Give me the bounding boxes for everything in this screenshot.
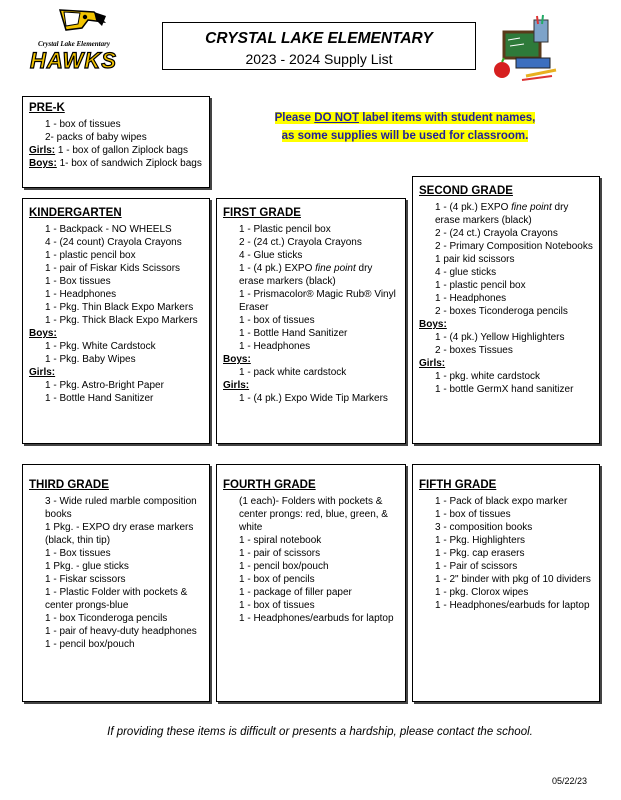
- supply-text: 4 - Glue sticks: [239, 250, 303, 261]
- supply-text: 1 - Headphones/earbuds for laptop: [239, 613, 394, 624]
- supply-item: [29, 118, 203, 131]
- supply-item: [419, 240, 593, 253]
- supply-text: 1 - bottle GermX hand sanitizer: [435, 384, 574, 395]
- supply-item: [29, 288, 203, 301]
- grade-heading: FIRST GRADE: [223, 207, 301, 219]
- supply-item: [419, 253, 593, 266]
- supply-text: 1 - pencil box/pouch: [45, 639, 135, 650]
- group-label: Boys:: [223, 354, 251, 365]
- grade-heading: FIFTH GRADE: [419, 479, 497, 491]
- supply-text: 1 - Headphones: [45, 289, 117, 300]
- supply-item: [29, 573, 203, 586]
- supply-item: [29, 495, 203, 521]
- supply-item: [29, 340, 203, 353]
- supply-text: 1 - Plastic pencil box: [239, 224, 331, 235]
- supply-text: 1 - pack white cardstock: [239, 367, 347, 378]
- supply-text: 1 - box of tissues: [239, 600, 315, 611]
- supply-text: 1 - (4 pk.) Expo Wide Tip Markers: [239, 393, 388, 404]
- supply-text: 2 - boxes Tissues: [435, 345, 513, 356]
- supply-emphasis: fine point: [315, 263, 356, 274]
- supply-item: [29, 249, 203, 262]
- supply-item: [419, 547, 593, 560]
- group-label: Boys:: [29, 328, 57, 339]
- kindergarten-box: [22, 198, 210, 444]
- supply-item: [419, 370, 593, 383]
- supply-item: [223, 547, 399, 560]
- supply-text: 1 - box of pencils: [239, 574, 315, 585]
- supply-item: [419, 508, 593, 521]
- supply-item: [223, 262, 399, 288]
- supply-text: 1 - Plastic Folder with pockets & center prongs-blue: [45, 587, 188, 611]
- list-title: 2023 - 2024 Supply List: [245, 51, 393, 67]
- supply-item: [223, 249, 399, 262]
- supply-text: 1 - box Ticonderoga pencils: [45, 613, 168, 624]
- supply-item: [29, 521, 203, 547]
- supply-item: [29, 223, 203, 236]
- supply-item: [29, 157, 203, 170]
- supply-item: [419, 201, 593, 227]
- revision-date: 05/22/23: [552, 776, 588, 786]
- supply-text: 1 - plastic pencil box: [435, 280, 526, 291]
- supply-item: [29, 379, 203, 392]
- supply-text: 3 - composition books: [435, 522, 533, 533]
- logo-name: HAWKS: [30, 48, 117, 73]
- supply-item: [419, 599, 593, 612]
- group-label: Girls:: [29, 367, 56, 378]
- supply-text: 1 - Pkg. White Cardstock: [45, 341, 156, 352]
- supply-text-cont: dry erase markers (black): [435, 202, 569, 226]
- supply-text: 1 - pencil box/pouch: [239, 561, 329, 572]
- supply-item: [419, 227, 593, 240]
- supply-item: [419, 266, 593, 279]
- supply-text: 1 - Pkg. Thin Black Expo Markers: [45, 302, 194, 313]
- supply-item: [29, 625, 203, 638]
- supply-item: [223, 236, 399, 249]
- supply-text: 1 - Pkg. Baby Wipes: [45, 354, 136, 365]
- supply-text: 1 - Pkg. Astro-Bright Paper: [45, 380, 164, 391]
- fifth-grade-box: [412, 464, 600, 702]
- supply-item: [223, 599, 399, 612]
- supply-item: [29, 275, 203, 288]
- supply-text: 1 - Headphones: [239, 341, 311, 352]
- notice-line1-post: label items with student names,: [359, 112, 536, 124]
- supply-item: [29, 301, 203, 314]
- supply-item: [29, 586, 203, 612]
- notice-emphasis: DO NOT: [314, 112, 359, 124]
- supply-item: [223, 327, 399, 340]
- supply-text: 1 - box of gallon Ziplock bags: [55, 145, 188, 156]
- supply-item: [223, 495, 399, 534]
- supply-item: [223, 560, 399, 573]
- supply-item: [29, 547, 203, 560]
- group-label: Boys:: [29, 158, 57, 169]
- supply-text: 1 - Backpack - NO WHEELS: [45, 224, 172, 235]
- supply-text: 1 - Pkg. Thick Black Expo Markers: [45, 315, 198, 326]
- supply-text: 1 - Prismacolor® Magic Rub® Vinyl Eraser: [239, 289, 396, 313]
- supply-text: 1 - Pair of scissors: [435, 561, 518, 572]
- supply-item: [223, 534, 399, 547]
- supply-text: 1 pair kid scissors: [435, 254, 515, 265]
- supply-item: [419, 534, 593, 547]
- supply-text: 4 - glue sticks: [435, 267, 497, 278]
- group-label: Girls:: [419, 358, 446, 369]
- supply-item: [419, 344, 593, 357]
- supply-text: 1 - plastic pencil box: [45, 250, 136, 261]
- fourth-grade-box: [216, 464, 406, 702]
- supply-item: [419, 521, 593, 534]
- supply-text-cont: dry erase markers (black): [239, 263, 373, 287]
- supply-text: 1 - (4 pk.) Yellow Highlighters: [435, 332, 565, 343]
- supply-item: [419, 279, 593, 292]
- supply-text: 1 - box of tissues: [239, 315, 315, 326]
- supply-text: (1 each)- Folders with pockets & center prongs: red, blue, green, & white: [239, 496, 388, 533]
- supply-item: [29, 353, 203, 366]
- supply-item: [223, 314, 399, 327]
- supply-text: 1 Pkg. - EXPO dry erase markers (black, thin tip): [45, 522, 194, 546]
- supply-item: [223, 366, 399, 379]
- supply-text: 1 - Pack of black expo marker: [435, 496, 568, 507]
- supply-item: [419, 573, 593, 586]
- school-supplies-clipart: [490, 14, 560, 84]
- supply-text: 2 - (24 ct.) Crayola Crayons: [239, 237, 362, 248]
- supply-item: [29, 560, 203, 573]
- grade-heading: SECOND GRADE: [419, 185, 513, 197]
- supply-text: 1 Pkg. - glue sticks: [45, 561, 129, 572]
- notice-line2: as some supplies will be used for classroom.: [281, 130, 529, 142]
- second-grade-box: [412, 176, 600, 444]
- group-label: Girls:: [223, 380, 250, 391]
- grade-heading: PRE-K: [29, 102, 65, 114]
- notice-line1-pre: Please: [274, 112, 315, 124]
- supply-text: 1 - spiral notebook: [239, 535, 322, 546]
- group-label: Boys:: [419, 319, 447, 330]
- school-name: CRYSTAL LAKE ELEMENTARY: [205, 30, 433, 47]
- supply-item: [419, 383, 593, 396]
- supply-item: [419, 305, 593, 318]
- supply-item: [29, 144, 203, 157]
- supply-item: [223, 288, 399, 314]
- supply-text: 1- box of sandwich Ziplock bags: [56, 158, 202, 169]
- supply-text: 2 - (24 ct.) Crayola Crayons: [435, 228, 558, 239]
- supply-text: 1 - (4 pk.) EXPO: [239, 263, 316, 274]
- supply-text: 3 - Wide ruled marble composition books: [45, 496, 197, 520]
- supply-item: [419, 560, 593, 573]
- group-label: Girls:: [29, 145, 56, 156]
- supply-text: 2- packs of baby wipes: [45, 132, 147, 143]
- supply-text: 1 - Headphones: [435, 293, 507, 304]
- supply-text: 1 - Bottle Hand Sanitizer: [239, 328, 348, 339]
- supply-item: [419, 292, 593, 305]
- supply-item: [29, 638, 203, 651]
- supply-text: 1 - Box tissues: [45, 276, 111, 287]
- supply-item: [419, 586, 593, 599]
- supply-text: 4 - (24 count) Crayola Crayons: [45, 237, 182, 248]
- grade-heading: THIRD GRADE: [29, 479, 109, 491]
- supply-text: 1 - Pkg. Highlighters: [435, 535, 526, 546]
- school-supplies-icon: [490, 14, 560, 84]
- supply-text: 2 - Primary Composition Notebooks: [435, 241, 593, 252]
- supply-item: [29, 262, 203, 275]
- supply-text: 1 - (4 pk.) EXPO: [435, 202, 512, 213]
- supply-item: [223, 340, 399, 353]
- school-logo: [22, 6, 130, 76]
- grade-heading: FOURTH GRADE: [223, 479, 316, 491]
- supply-text: 1 - box of tissues: [435, 509, 511, 520]
- supply-emphasis: fine point: [511, 202, 552, 213]
- supply-text: 1 - pair of scissors: [239, 548, 321, 559]
- supply-text: 1 - pkg. Clorox wipes: [435, 587, 529, 598]
- supply-text: 1 - Box tissues: [45, 548, 111, 559]
- title-box: [162, 22, 476, 70]
- supply-item: [223, 573, 399, 586]
- supply-item: [223, 612, 399, 625]
- supply-item: [29, 131, 203, 144]
- hardship-note: If providing these items is difficult or presents a hardship, please contact the school.: [107, 726, 533, 738]
- supply-text: 1 - box of tissues: [45, 119, 121, 130]
- supply-text: 1 - pair of Fiskar Kids Scissors: [45, 263, 181, 274]
- supply-item: [223, 392, 399, 405]
- label-notice: [240, 108, 570, 144]
- supply-text: 1 - pkg. white cardstock: [435, 371, 541, 382]
- grade-heading: KINDERGARTEN: [29, 207, 122, 219]
- supply-item: [419, 331, 593, 344]
- supply-item: [29, 392, 203, 405]
- supply-item: [223, 223, 399, 236]
- first-grade-box: [216, 198, 406, 444]
- supply-item: [419, 495, 593, 508]
- logo-top-text: Crystal Lake Elementary: [38, 40, 110, 48]
- supply-text: 1 - package of filler paper: [239, 587, 352, 598]
- supply-item: [29, 612, 203, 625]
- prek-box: [22, 96, 210, 188]
- supply-text: 2 - boxes Ticonderoga pencils: [435, 306, 568, 317]
- supply-text: 1 - pair of heavy-duty headphones: [45, 626, 197, 637]
- third-grade-box: [22, 464, 210, 702]
- supply-text: 1 - Fiskar scissors: [45, 574, 126, 585]
- supply-text: 1 - Bottle Hand Sanitizer: [45, 393, 154, 404]
- supply-item: [223, 586, 399, 599]
- supply-item: [29, 236, 203, 249]
- supply-text: 1 - Pkg. cap erasers: [435, 548, 525, 559]
- supply-text: 1 - 2" binder with pkg of 10 dividers: [435, 574, 591, 585]
- supply-text: 1 - Headphones/earbuds for laptop: [435, 600, 590, 611]
- supply-item: [29, 314, 203, 327]
